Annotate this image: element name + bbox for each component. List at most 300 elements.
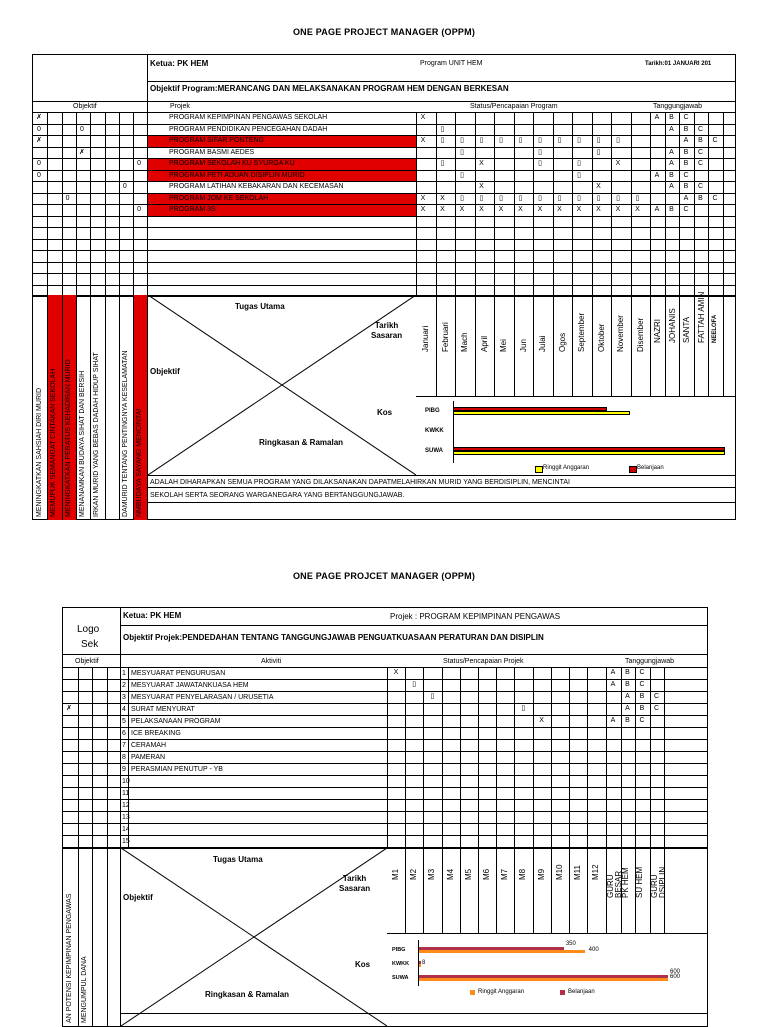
status-mark: ▯ [635,194,640,202]
resp-mark: A [654,114,660,121]
activity-name: ICE BREAKING [131,730,181,737]
grid-line [650,112,651,296]
activity-name: PAMERAN [131,754,166,761]
status-mark: ▯ [521,705,526,712]
status-mark: X [479,183,484,190]
doc1-objektif-program: Objektif Program:MERANCANG DAN MELAKSANAKAN PROGRAM HEM DENGAN BERKESAN [150,84,509,93]
month-label: Ogos [557,332,567,352]
doc2-objektif-projek: Objektif Projek:PENDEDAHAN TENTANG TANGGUNGJAWAB PENGUATKUASAAN PERATURAN DAN DISIPLIN [123,633,544,642]
person-label: SANTA [682,316,691,343]
grid-line [63,679,708,680]
resp-mark: B [639,693,645,700]
resp-mark: A [669,148,674,156]
project-name: PROGRAM PENDIDIKAN PENCEGAHAN DADAH [169,125,328,133]
doc1-frame [32,54,736,520]
bar-ringgit-anggaran [453,411,630,415]
grid-line [475,295,476,396]
resp-mark: B [683,148,689,156]
grid-line [514,667,515,847]
grid-line [631,295,632,396]
grid-line [665,295,666,396]
activity-no: 9 [122,766,126,773]
doc1-summary-2: SEKOLAH SERTA SEORANG WARGANEGARA YANG BERTANGGUNGJAWAB. [150,492,405,499]
activity-name: MESYUARAT PENGURUSAN [131,670,226,677]
status-mark: ▯ [557,137,562,144]
grid-line [423,667,424,847]
month-label: September [577,312,586,352]
grid-line [387,667,388,847]
bar-belanjaan [453,447,725,451]
doc2-col-objektif: Objektif [75,658,99,665]
grid-line [63,751,708,752]
objective-vertical: MENINGKATKAN PERATUS KEHADIRAN MURID [64,359,72,517]
doc2-col-aktiviti: Aktiviti [261,658,282,665]
grid-line [533,112,534,296]
doc2-tugas-utama: Tugas Utama [213,855,263,864]
grid-line [405,848,406,933]
grid-line [63,667,708,668]
status-mark: X [615,206,621,213]
status-mark: ▯ [499,194,503,202]
month-label: M5 [463,868,473,880]
objective-vertical: AN POTENSI KEPIMPINAN PENGAWAS [66,893,73,1023]
category-label: SUWA [425,448,443,454]
resp-mark: B [698,194,703,202]
data-label: 350 [565,941,576,947]
legend-swatch [629,466,637,473]
resp-mark: C [712,194,718,202]
activity-no: 13 [122,814,130,821]
month-label: Januari [421,325,430,352]
grid-line [107,667,108,847]
grid-line [423,848,424,933]
month-label: November [616,315,625,352]
activity-name: MESYUARAT JAWATANKUASA HEM [131,682,249,689]
month-label: M10 [554,864,564,880]
objective-vertical: MENGUMPUL DANA [80,956,88,1023]
grid-line [514,295,515,396]
grid-line [496,667,497,847]
resp-mark: A [669,160,674,167]
resp-mark: B [683,160,689,167]
person-label: GURU BESAR [606,870,623,898]
activity-name: SURAT MENYURAT [131,706,195,713]
grid-line [63,799,708,800]
grid-line [611,295,612,396]
grid-line [105,112,106,296]
category-label: KWKK [425,428,444,434]
project-name: PROGRAM BASMI AEDES [169,148,255,156]
objective-vertical: MENINGKATKAN SAHSIAH DIRI MURID [36,388,43,517]
grid-line [47,112,48,296]
grid-line [63,691,708,692]
resp-mark: A [669,183,674,190]
data-label: 400 [588,947,599,953]
resp-mark: C [653,693,660,700]
legend-label: Ringgit Anggaran [543,465,590,471]
bar-belanjaan [418,947,564,950]
doc1-col-projek: Projek [170,103,190,110]
status-mark: ▯ [479,137,484,144]
resp-mark: C [697,183,704,190]
objective-vertical: IRKAN MURID YANG BEBAS DADAH HIDUP SIHAT [93,352,101,517]
grid-line [553,112,554,296]
status-mark: ▯ [479,194,484,202]
grid-line [460,667,461,847]
resp-mark: C [639,681,645,688]
bar-ringgit-anggaran [418,950,585,953]
grid-line [569,848,570,933]
status-mark: X [537,206,543,213]
grid-line [63,811,708,812]
status-mark: ▯ [538,160,542,167]
project-name: PROGRAM PETI ADUAN DISIPLIN MURID [169,171,305,179]
month-label: M4 [445,868,455,880]
resp-mark: A [625,705,630,712]
grid-line [694,295,695,396]
doc2-objektif-label: Objektif [123,893,153,902]
grid-line [494,112,495,296]
resp-mark: A [683,137,689,144]
doc1-col-objektif: Objektif [73,103,97,110]
doc1-ringkasan: Ringkasan & Ramalan [259,438,344,447]
grid-line [723,295,724,396]
objektif-mark: ✗ [66,705,72,712]
grid-line [105,295,106,520]
objektif-mark: ✗ [36,137,42,144]
objektif-mark: ✗ [36,114,42,121]
grid-line [436,295,437,396]
month-label: April [479,335,489,352]
resp-mark: C [697,160,704,167]
doc1-title: ONE PAGE PROJECT MANAGER (OPPM) [292,27,476,37]
grid-line [405,667,406,847]
doc2-tarikh-sasaran: Tarikh Sasaran [339,874,371,893]
grid-line [107,848,108,1026]
doc2-sek: Sek [81,639,99,650]
legend-label: Ringgit Anggaran [478,989,525,995]
grid-line [551,848,552,933]
grid-line [63,835,708,836]
grid-line [572,295,573,396]
grid-line [679,112,680,296]
grid-line [723,112,724,296]
month-label: Mach [460,332,469,352]
project-name: PROGRAM KEPIMPINAN PENGAWAS SEKOLAH [169,114,328,121]
grid-line [635,667,636,847]
objektif-mark: 0 [137,160,142,167]
axis-line [418,940,419,986]
activity-no: 2 [122,682,126,689]
activity-no: 3 [122,694,126,701]
doc2-ketua: Ketua: PK HEM [123,611,182,620]
objective-vertical: DAMURID TENTANG PENTINGNYA KESELAMATAN [121,350,129,517]
project-name: PROGRAM LATIHAN KEBAKARAN DAN KECEMASAN [169,183,344,190]
grid-line [63,715,708,716]
bar-belanjaan [418,975,668,978]
status-mark: ▯ [499,137,503,144]
doc2-title: ONE PAGE PROJCET MANAGER (OPPM) [292,571,476,581]
status-mark: X [498,206,504,213]
month-label: Mei [499,339,508,352]
doc1-tarikh-sasaran: Tarikh Sasaran [371,321,403,340]
grid-line [478,848,479,933]
month-label: M1 [391,868,400,880]
activity-no: 6 [122,730,126,737]
objektif-mark: 0 [37,125,41,133]
status-mark: X [576,206,582,213]
month-label: Oktober [596,323,606,352]
grid-line [92,848,93,1026]
grid-line [133,112,134,296]
doc1-ketua: Ketua: PK HEM [150,59,209,68]
bar-belanjaan [453,407,607,411]
grid-line [119,112,120,296]
status-mark: ▯ [430,693,435,700]
grid-line [496,848,497,933]
person-label: JOHANIS [667,308,677,343]
status-mark: ▯ [440,137,445,144]
objektif-mark: 0 [37,160,41,167]
resp-mark: B [625,717,630,724]
status-mark: X [635,206,640,213]
objektif-mark: 0 [79,125,84,133]
resp-mark: A [610,717,616,724]
status-mark: X [420,137,426,144]
grid-line [514,112,515,296]
grid-line [460,848,461,933]
doc2-col-tanggung: Tanggungjawab [625,658,675,665]
doc1-objektif-label: Objektif [150,367,180,376]
resp-mark: C [683,171,689,179]
doc1-tarikh: Tarikh:01 JANUARI 201 [645,61,712,67]
bar-ringgit-anggaran [418,978,668,981]
activity-name: CERAMAH [131,742,167,749]
objektif-mark: 0 [37,171,41,179]
grid-line [665,112,666,296]
grid-line [416,112,417,296]
grid-line [455,112,456,296]
objektif-mark: 0 [122,183,127,190]
resp-mark: B [639,705,645,712]
resp-mark: B [625,669,630,676]
status-mark: ▯ [557,194,562,202]
doc2-projek: Projek : PROGRAM KEPIMPINAN PENGAWAS [390,612,561,621]
status-mark: ▯ [440,160,445,167]
status-mark: X [518,206,523,213]
grid-line [621,667,622,847]
doc2-kos: Kos [355,960,371,969]
grid-line [679,295,680,396]
activity-no: 4 [122,706,126,713]
status-mark: X [557,206,562,213]
grid-line [611,112,612,296]
month-label: Februari [440,322,450,352]
doc1-tugas-utama: Tugas Utama [235,302,285,311]
project-name: PROGRAM 3S [169,206,216,213]
resp-mark: A [610,681,616,688]
resp-mark: B [625,681,630,688]
grid-line [442,848,443,933]
grid-line [78,667,79,847]
grid-line [436,112,437,296]
grid-line [664,667,665,847]
status-mark: X [479,206,484,213]
month-label: Disember [635,317,645,352]
grid-line [533,295,534,396]
grid-line [650,667,651,847]
resp-mark: C [697,148,704,156]
doc2-col-status: Status/Pencapaian Projek [443,658,524,665]
month-label: M2 [409,868,419,880]
grid-line [514,848,515,933]
grid-line [569,667,570,847]
objective-vertical: NMBUDAYA SAYANG MENCINTAI [136,408,144,517]
project-name: PROGRAM JOM KE SEKOLAH [169,194,269,202]
status-mark: ▯ [577,194,581,202]
grid-line [592,295,593,396]
status-mark: ▯ [616,194,620,202]
grid-line [475,112,476,296]
person-label: GURU DSIPLIN [649,866,667,898]
legend-swatch [535,466,543,473]
resp-mark: A [625,693,630,700]
grid-line [553,295,554,396]
doc2-frame [62,607,708,1027]
doc1-program: Program UNIT HEM [420,60,483,67]
activity-no: 10 [122,778,130,785]
status-mark: X [479,160,484,167]
grid-line [572,112,573,296]
doc1-summary-1: ADALAH DIHARAPKAN SEMUA PROGRAM YANG DILAKSANAKAN DAPATMELAHIRKAN MURID YANG BERDISIPLIN, MENCINTAI [150,479,570,486]
status-mark: ▯ [577,137,581,144]
grid-line [442,667,443,847]
status-mark: ▯ [538,137,542,144]
status-mark: X [596,183,601,190]
status-mark: ▯ [616,137,620,144]
grid-line [708,295,709,396]
grid-line [650,295,651,396]
status-mark: ▯ [460,194,464,202]
grid-line [92,667,93,847]
month-label: Jun [518,339,528,352]
resp-mark: B [683,183,689,190]
grid-line [631,112,632,296]
resp-mark: B [683,125,689,133]
status-mark: X [440,206,445,213]
status-mark: ▯ [460,171,464,179]
legend-swatch [560,990,565,995]
grid-line [533,667,534,847]
resp-mark: C [639,717,645,724]
doc1-budget-chart [417,397,735,475]
resp-mark: C [683,206,689,213]
resp-mark: A [654,206,660,213]
project-name: PROGRAM SEKOLAH KU SYURGA KU [169,160,295,167]
status-mark: ▯ [460,137,464,144]
month-label: M6 [482,868,491,880]
bar-ringgit-anggaran [453,451,725,455]
status-mark: X [615,160,621,167]
grid-line [78,848,79,1026]
data-label: 8 [422,960,426,966]
activity-name: PELAKSANAAN PROGRAM [131,718,221,725]
status-mark: X [420,194,426,202]
status-mark: ▯ [440,125,445,133]
person-label: NEELOFA [712,314,718,343]
category-label: PIBG [425,408,440,414]
person-label: PK HEM [620,867,630,898]
resp-mark: C [697,125,704,133]
status-mark: X [459,206,465,213]
objective-vertical: MENANAMKAN BUDAYA SIHAT DAN BERSIH [78,370,86,517]
legend-swatch [470,990,475,995]
category-label: KWKK [392,961,410,967]
grid-line [455,295,456,396]
grid-line [63,775,708,776]
activity-no: 12 [122,802,130,809]
objektif-mark: 0 [65,194,70,202]
grid-line [478,667,479,847]
month-label: M12 [591,864,601,880]
grid-line [62,112,63,296]
status-mark: X [393,669,399,676]
category-label: SUWA [392,975,409,981]
status-mark: X [539,717,544,724]
status-mark: ▯ [518,194,523,202]
resp-mark: B [698,137,703,144]
status-mark: ▯ [596,148,601,156]
status-mark: ▯ [518,137,523,144]
resp-mark: C [683,114,689,121]
project-name: PROGRAM SIFAR PONTENG [169,137,264,144]
status-mark: X [596,206,601,213]
grid-line [708,112,709,296]
grid-line [694,112,695,296]
grid-line [63,727,708,728]
grid-line [119,295,120,520]
status-mark: ▯ [577,160,581,167]
resp-mark: C [639,669,645,676]
doc2-ringkasan: Ringkasan & Ramalan [205,990,290,999]
grid-line [533,848,534,933]
status-mark: X [420,206,426,213]
grid-line [63,787,708,788]
doc1-col-tanggung: Tanggungjawab [653,103,703,110]
legend-label: Belanjaan [568,989,595,995]
doc2-logo: Logo [77,624,100,635]
grid-line [63,703,708,704]
doc1-col-status: Status/Pencapaian Program [470,103,558,110]
grid-line [90,112,91,296]
grid-line [76,112,77,296]
grid-line [606,667,607,847]
activity-no: 5 [122,718,126,725]
month-label: M7 [500,868,510,880]
month-label: M11 [573,865,582,880]
resp-mark: C [712,137,718,144]
status-mark: ▯ [577,171,581,179]
data-label: 600 600 [670,969,681,980]
month-label: M9 [536,868,546,880]
activity-no: 7 [122,742,126,749]
resp-mark: C [653,705,660,712]
objektif-mark: 0 [137,206,142,213]
doc1-kos: Kos [377,408,393,417]
month-label: M8 [518,868,528,880]
axis-line [453,401,454,463]
status-mark: X [420,114,426,121]
